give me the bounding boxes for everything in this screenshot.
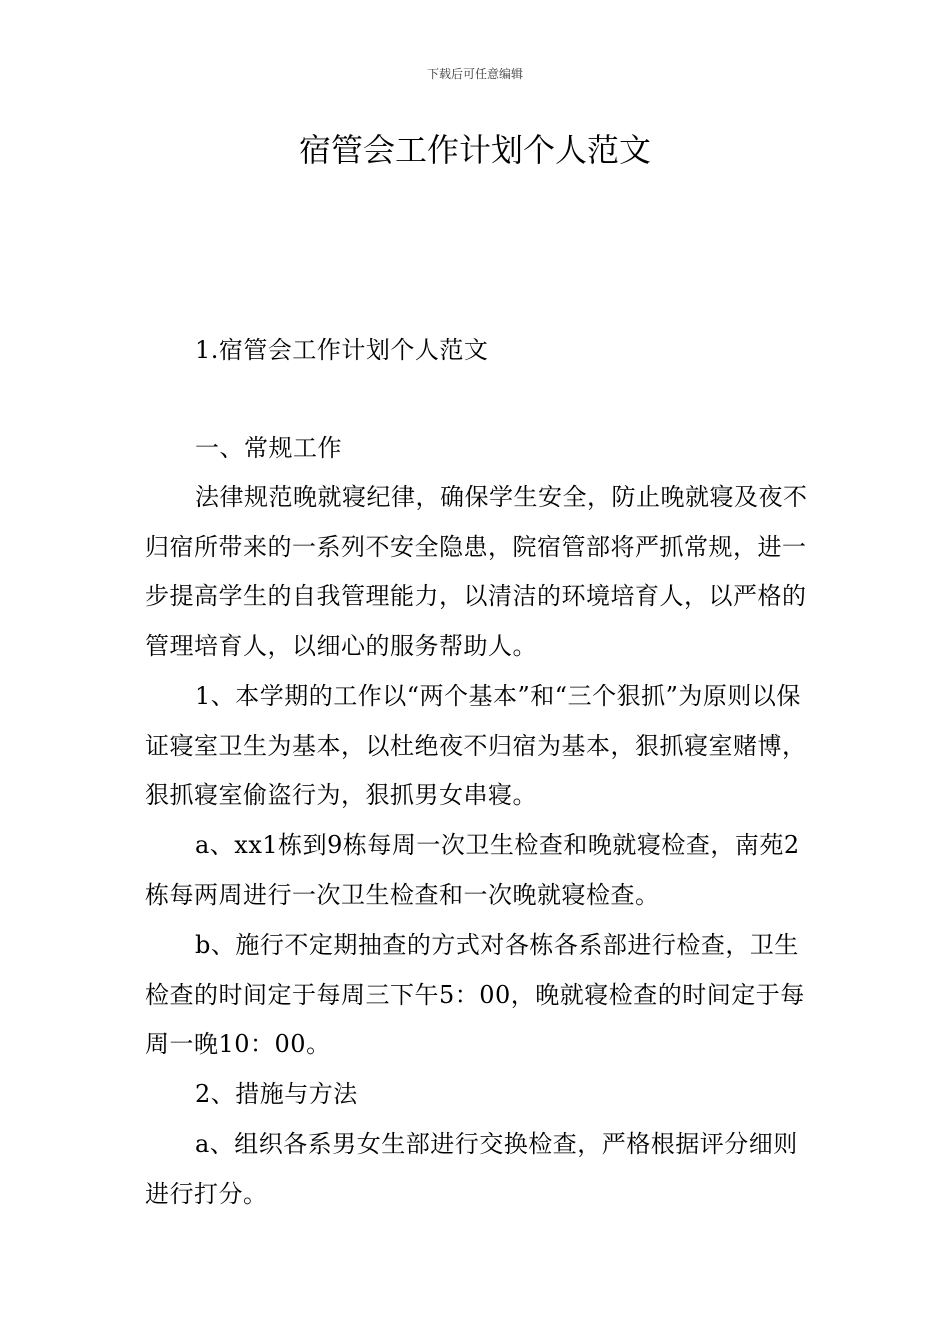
- section-heading-1: 1.宿管会工作计划个人范文: [195, 336, 489, 364]
- body-paragraph: 1、本学期的工作以“两个基本”和“三个狠抓”为原则以保证寝室卫生为基本，以杜绝夜不归宿为基本，狠抓寝室赌博，狠抓寝室偷盗行为，狠抓男女串寝。: [145, 682, 807, 809]
- body-paragraph: 法律规范晚就寝纪律，确保学生安全，防止晚就寝及夜不归宿所带来的一系列不安全隐患，院宿管部将严抓常规，进一步提高学生的自我管理能力，以清洁的环境培育人，以严格的管理培育人，以细心的服务帮助人。: [145, 483, 808, 660]
- header-note: 下载后可任意编辑: [426, 67, 523, 81]
- body-paragraph: a、组织各系男女生部进行交换检查，严格根据评分细则进行打分。: [145, 1130, 798, 1208]
- body-paragraph: a、xx1栋到9栋每周一次卫生检查和晚就寝检查，南苑2栋每两周进行一次卫生检查和一次晚就寝检查。: [145, 831, 800, 909]
- subsection-heading: 2、措施与方法: [195, 1080, 358, 1108]
- section-heading-routine-work: 一、常规工作: [195, 434, 342, 462]
- body-paragraph: b、施行不定期抽查的方式对各栋各系部进行检查，卫生检查的时间定于每周三下午5：00，晚就寝检查的时间定于每周一晚10：00。: [145, 931, 805, 1058]
- document-title: 宿管会工作计划个人范文: [298, 131, 651, 169]
